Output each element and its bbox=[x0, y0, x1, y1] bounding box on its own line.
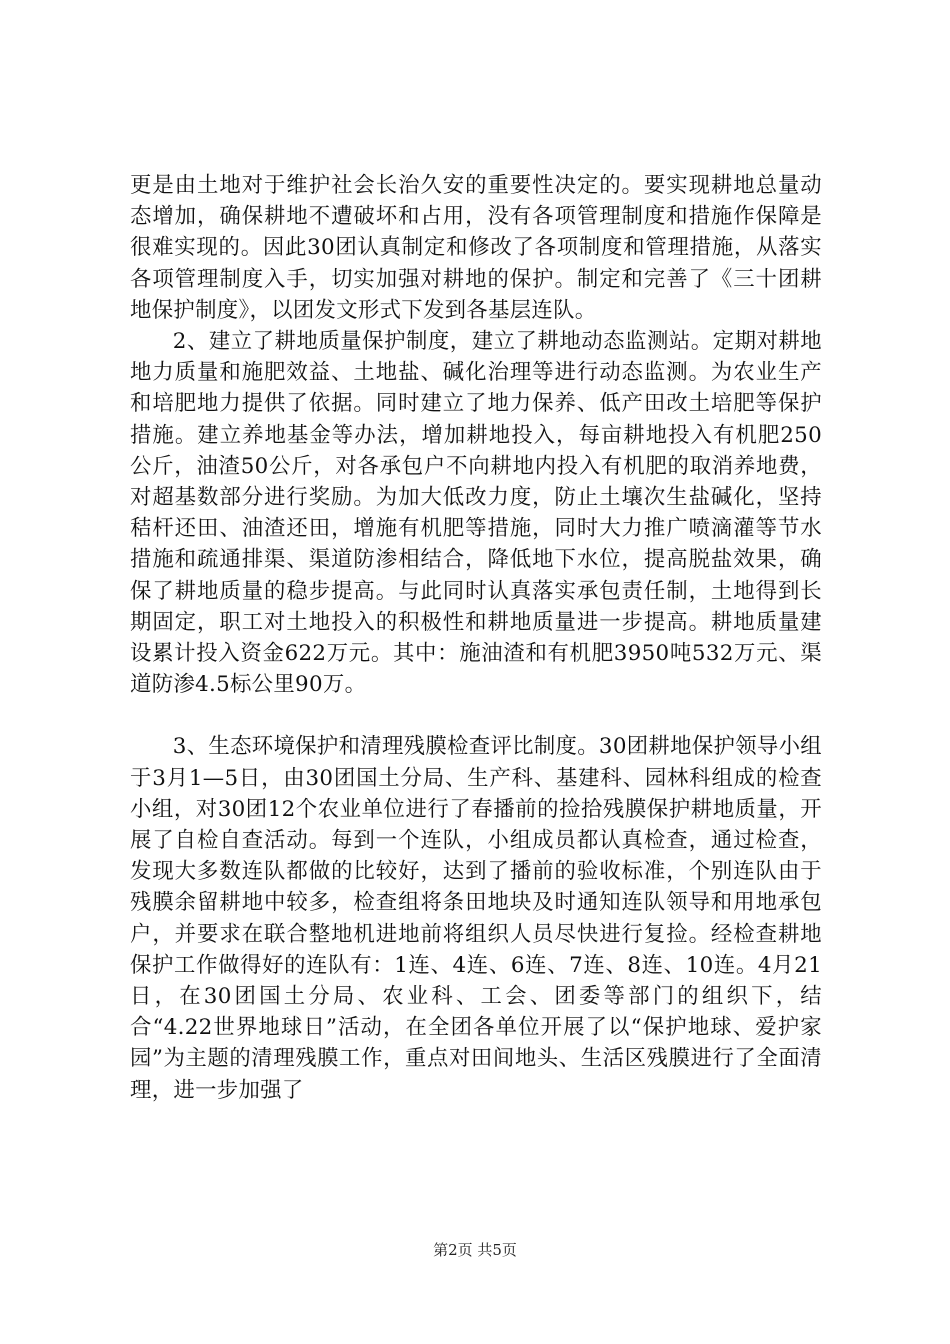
paragraph-section-2: 2、建立了耕地质量保护制度，建立了耕地动态监测站。定期对耕地地力质量和施肥效益、土地盐、碱化治理等进行动态监测。为农业生产和培肥地力提供了依据。同时建立了地力保养、低产田改土培肥等保护措施。建立养地基金等办法，增加耕地投入，每亩耕地投入有机肥250公斤，油渣50公斤，对各承包户不向耕地内投入有机肥的取消养地费，对超基数部分进行奖励。为加大低改力度，防止土壤次生盐碱化，坚持秸杆还田、油渣还田，增施有机肥等措施，同时大力推广喷滴灌等节水措施和疏通排渠、渠道防渗相结合，降低地下水位，提高脱盐效果，确保了耕地质量的稳步提高。与此同时认真落实承包责任制，土地得到长期固定，职工对土地投入的积极性和耕地质量进一步提高。耕地质量建设累计投入资金622万元。其中：施油渣和有机肥3950吨532万元、渠道防渗4.5标公里90万。 bbox=[130, 329, 822, 698]
paragraph-section-3: 3、生态环境保护和清理残膜检查评比制度。30团耕地保护领导小组于3月1—5日，由30团国土分局、生产科、基建科、园林科组成的检查小组，对30团12个农业单位进行了春播前的捡拾残膜保护耕地质量，开展了自检自查活动。每到一个连队，小组成员都认真检查，通过检查，发现大多数连队都做的比较好，达到了播前的验收标准，个别连队由于残膜余留耕地中较多，检查组将条田地块及时通知连队领导和用地承包户，并要求在联合整地机进地前将组织人员尽快进行复捡。经检查耕地保护工作做得好的连队有：1连、4连、6连、7连、8连、10连。4月21日，在30团国土分局、农业科、工会、团委等部门的组织下，结合“4.22世界地球日”活动，在全团各单位开展了以“保护地球、爱护家园”为主题的清理残膜工作，重点对田间地头、生活区残膜进行了全面清理，进一步加强了 bbox=[130, 734, 822, 1103]
page-number-footer: 第2页 共5页 bbox=[433, 1241, 517, 1259]
document-body bbox=[130, 170, 822, 1106]
paragraph-continuation: 更是由土地对于维护社会长治久安的重要性决定的。要实现耕地总量动态增加，确保耕地不遭破坏和占用，没有各项管理制度和措施作保障是很难实现的。因此30团认真制定和修改了各项制度和管理措施，从落实各项管理制度入手，切实加强对耕地的保护。制定和完善了《三十团耕地保护制度》，以团发文形式下发到各基层连队。 bbox=[130, 173, 822, 323]
paragraph-spacer bbox=[130, 700, 822, 731]
